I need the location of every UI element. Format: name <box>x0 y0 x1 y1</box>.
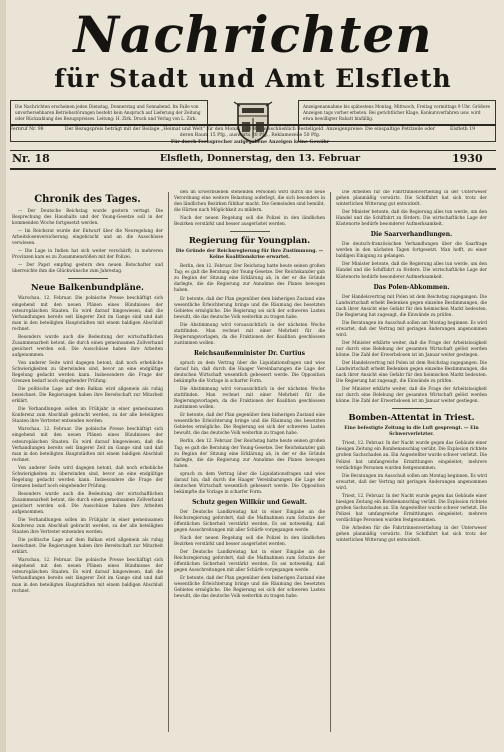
column-paragraph: Die deutsch-französischen Verhandlungen über die Saarfrage werden in den nächsten Tagen fortgesetzt. Man hofft, zu einer baldigen Einigung zu gelangen. <box>336 242 487 260</box>
masthead-subtitle: für Stadt und Amt Elsfleth <box>54 64 452 93</box>
section-divider <box>68 278 108 279</box>
publication-info-box: Die Nachrichten erscheinen jeden Dienstag, Donnerstag und Sonnabend. Im Falle von unvorhersehbaren Betriebsstörungen besteht kein Anspruch auf Lieferung der Zeitung oder Rückzahlung des Bezugspreises. Leitung: H. Zirk. Druck und Verlag von L. Zirk. <box>10 100 208 142</box>
column-paragraph: Der Deutsche Landkreistag hat in einer Eingabe an die Reichsregierung gefordert, daß die Maßnahmen zum Schutze der öffentlichen Sicherheit verstärkt werden. Es sei notwendig, daß gegen Ausschreitungen mit aller Schärfe vorgegangen werde. <box>174 550 325 574</box>
column-paragraph: Warschau, 12. Februar. Die polnische Presse beschäftigt sich eingehend mit den neuen Plänen eines Bündnisses der osteuropäischen Staaten. Es wird darauf hingewiesen, daß die Verhandlungen bereits seit längerer Zeit im Gange sind und daß man in den beteiligten Hauptstädten mit einem baldigen Abschluß rechnet. <box>12 296 163 332</box>
column-paragraph: Nach der neuen Regelung soll die Polizei in den ländlichen Bezirken verstärkt und besser ausgerüstet werden. <box>174 216 325 228</box>
price-line: Der Bezugspreis beträgt mit der Beilage „Heimat und Welt“ für den Monat 1.10 RM ausschließlich Bestellgeld. Anzeigenpreise: Die einspaltige Petitzeile oder deren Raum 15 Pfg., auswärts 20 Pfg., Reklamezeile 50 Pfg. <box>64 127 436 138</box>
binding-margin <box>0 0 6 752</box>
heading-deck: Eine befestigte Zeitung in die Luft gesprengt. — Ein Schwerverletzter. <box>344 426 479 438</box>
heading-schutz: Schutz gegen Willkür und Gewalt. <box>192 498 307 506</box>
issue-number: Nr. 18 <box>12 152 50 165</box>
column-1 <box>12 190 163 738</box>
column-paragraph: Die Abstimmung wird voraussichtlich in der nächsten Woche stattfinden. Man rechnet mit einer Mehrheit für die Regierungsvorlagen, da die Fraktionen der Koalition geschlossen zustimmen wollen. <box>174 322 325 346</box>
column-paragraph: Die politische Lage auf dem Balkan wird allgemein als ruhig bezeichnet. Die Regierungen haben ihre Bereitschaft zur Mitarbeit erklärt. <box>12 538 163 556</box>
masthead-title: Nachrichten <box>73 5 433 64</box>
heading-polen: Das Polen-Abkommen. <box>373 283 450 291</box>
column-paragraph: Die Abstimmung wird voraussichtlich in der nächsten Woche stattfinden. Man rechnet mit einer Mehrheit für die Regierungsvorlagen, da die Fraktionen der Koalition geschlossen zustimmen wollen. <box>174 387 325 411</box>
column-paragraph: Die Verhandlungen sollen im Frühjahr in einer gemeinsamen Konferenz zum Abschluß gebracht werden, zu der alle beteiligten Staaten ihre Vertreter entsenden werden. <box>12 407 163 425</box>
heading-curtius: Reichsaußenminister Dr. Curtius <box>193 349 306 357</box>
notice-line: Für durch Fernsprecher aufgegebene Anzeigen keine Gewähr <box>170 140 330 145</box>
section-divider <box>230 231 270 232</box>
column-paragraph: Triest, 12. Februar. In der Nacht wurde gegen das Gebäude einer hiesigen Zeitung ein Bombenanschlag verübt. Die Explosion richtete großen Sachschaden an. Ein Angestellter wurde schwer verletzt. Die Polizei hat umfangreiche Ermittlungen eingeleitet; mehrere verdächtige Personen wurden festgenommen. <box>336 493 487 523</box>
column-paragraph: Er betonte, daß der Plan gegenüber dem bisherigen Zustand eine wesentliche Erleichterung bringe und die Räumung des besetzten Gebietes ermögliche. Die Regierung sei sich der schweren Lasten bewußt, die das deutsche Volk weiterhin zu tragen habe. <box>174 413 325 437</box>
column-paragraph: sprach zu dem Vertrag über die Liquidationsfragen und wies darauf hin, daß durch die Haager Vereinbarungen die Lage der deutschen Wirtschaft wesentlich gebessert werde. Die Opposition bekämpfte die Vorlage in scharfer Form. <box>174 360 325 385</box>
column-paragraph: Die politische Lage auf dem Balkan wird allgemein als ruhig bezeichnet. Die Regierungen haben ihre Bereitschaft zur Mitarbeit erklärt. <box>12 387 163 405</box>
heading-triest: Bomben-Attentat in Triest. <box>348 412 475 423</box>
column-paragraph: Die Beratungen im Ausschuß sollen am Montag beginnen. Es wird erwartet, daß der Vertrag mit geringen Änderungen angenommen wird. <box>336 473 487 491</box>
column-2 <box>174 190 325 738</box>
column-paragraph: Berlin, den 12. Februar. Der Reichstag hatte heute seinen großen Tag; es galt die Beratung der Young-Gesetze. Der Reichskanzler gab zu Beginn der Sitzung eine Erklärung ab, in der er die Gründe darlegte, die die Regierung zur Annahme des Planes bewogen haben. <box>174 264 325 294</box>
header-rule <box>10 124 496 126</box>
dateline: Elsfleth, Donnerstag, den 13. Februar <box>159 153 361 164</box>
column-paragraph: Von anderer Seite wird dagegen betont, daß noch erhebliche Schwierigkeiten zu überwinden sind, bevor an eine endgültige Regelung gedacht werden kann. Insbesondere die Frage der Grenzen bedarf noch eingehender Prüfung. <box>12 360 163 385</box>
column-paragraph: Der Minister betonte, daß die Regierung alles tun werde, um den Handel und die Schiffahrt zu fördern. Die wirtschaftliche Lage der Küstenorte bedürfe besonderer Aufmerksamkeit. <box>336 262 487 280</box>
column-paragraph: Warschau, 12. Februar. Die polnische Presse beschäftigt sich eingehend mit den neuen Plänen eines Bündnisses der osteuropäischen Staaten. Es wird darauf hingewiesen, daß die Verhandlungen bereits seit längerer Zeit im Gange sind und daß man in den beteiligten Hauptstädten mit einem baldigen Abschluß rechnet. <box>12 427 163 463</box>
column-paragraph: Der Handelsvertrag mit Polen ist dem Reichstag zugegangen. Die Landwirtschaft erhebt Bedenken gegen einzelne Bestimmungen, die nach ihrer Ansicht eine Gefahr für den heimischen Markt bedeuten. Die Regierung hat zugesagt, die Einwände zu prüfen. <box>336 361 487 385</box>
column-paragraph: Triest, 12. Februar. In der Nacht wurde gegen das Gebäude einer hiesigen Zeitung ein Bombenanschlag verübt. Die Explosion richtete großen Sachschaden an. Ein Angestellter wurde schwer verletzt. Die Polizei hat umfangreiche Ermittlungen eingeleitet; mehrere verdächtige Personen wurden festgenommen. <box>336 441 487 471</box>
column-rule <box>330 192 331 732</box>
fernruf-right: Elsfleth 19 <box>450 127 476 132</box>
column-paragraph: Warschau, 12. Februar. Die polnische Presse beschäftigt sich eingehend mit den neuen Plänen eines Bündnisses der osteuropäischen Staaten. Es wird darauf hingewiesen, daß die Verhandlungen bereits seit längerer Zeit im Gange sind und daß man in den beteiligten Hauptstädten mit einem baldigen Abschluß rechnet. <box>12 558 163 594</box>
column-paragraph: Die Beratungen im Ausschuß sollen am Montag beginnen. Es wird erwartet, daß der Vertrag mit geringen Änderungen angenommen wird. <box>336 320 487 338</box>
dateline-rule-top <box>10 150 496 151</box>
column-paragraph: — Der Deutsche Reichstag wurde gestern vertagt. Die Besprechung des Haushalts und der Young-Gesetze soll in der kommenden Woche fortgesetzt werden. <box>12 209 163 227</box>
column-paragraph: Er betonte, daß der Plan gegenüber dem bisherigen Zustand eine wesentliche Erleichterung bringe und die Räumung des besetzten Gebietes ermögliche. Die Regierung sei sich der schweren Lasten bewußt, die das deutsche Volk weiterhin zu tragen habe. <box>174 576 325 600</box>
column-paragraph: Besonders wurde auch die Bedeutung der wirtschaftlichen Zusammenarbeit betont, die durch einen gemeinsamen Zollverband gesichert werden soll. Die Ausschüsse haben ihre Arbeiten aufgenommen. <box>12 491 163 516</box>
advertising-info-box: Anzeigenannahme bis spätestens Montag, Mittwoch, Freitag vormittags 9 Uhr. Größere Anzeigen tags vorher erbeten. Bei gerichtlicher Klage, Konkursverfahren usw. wird etwa bewilligter Rabatt hinfällig. <box>298 100 496 142</box>
dateline-rule-bottom <box>10 168 496 170</box>
column-paragraph: Besonders wurde auch die Bedeutung der wirtschaftlichen Zusammenarbeit betont, die durch einen gemeinsamen Zollverband gesichert werden soll. Die Ausschüsse haben ihre Arbeiten aufgenommen. <box>12 334 163 358</box>
column-rule <box>168 192 169 732</box>
heading-deck: Die Gründe der Reichsregierung für ihre Zustimmung. — Keine Koalitionskrise erwartet. <box>175 249 324 261</box>
column-paragraph: — Der Papst empfing gestern den neuen Botschafter und überreichte ihm die Glückwünsche zum Jahrestag. <box>12 263 163 275</box>
column-paragraph: — Die Lage in Indien hat sich weiter verschärft; in mehreren Provinzen kam es zu Zusammenstößen mit der Polizei. <box>12 249 163 261</box>
column-paragraph: Nach der neuen Regelung soll die Polizei in den ländlichen Bezirken verstärkt und besser ausgerüstet werden. <box>174 536 325 548</box>
heading-balkanbund: Neue Balkenbundpläne. <box>31 282 144 293</box>
column-paragraph: sprach zu dem Vertrag über die Liquidationsfragen und wies darauf hin, daß durch die Haager Vereinbarungen die Lage der deutschen Wirtschaft wesentlich gebessert werde. Die Opposition bekämpfte die Vorlage in scharfer Form. <box>174 471 325 495</box>
column-paragraph: Die Verhandlungen sollen im Frühjahr in einer gemeinsamen Konferenz zum Abschluß gebracht werden, zu der alle beteiligten Staaten ihre Vertreter entsenden werden. <box>12 518 163 536</box>
column-paragraph: Der Minister erklärte weiter, daß die Frage der Arbeitslosigkeit nur durch eine Belebung der gesamten Wirtschaft gelöst werden könne. Die Zahl der Erwerbslosen ist im Januar weiter gestiegen. <box>336 340 487 358</box>
column-paragraph: den im Erwerbsleben stehenden Personen wird durch die neue Verordnung eine weitere Belastung auferlegt, die sich besonders in den ländlichen Bezirken fühlbar macht. Die Gemeinden sind bemüht, die Härten nach Möglichkeit zu mildern. <box>174 190 325 214</box>
column-3 <box>336 190 487 738</box>
column-paragraph: Von anderer Seite wird dagegen betont, daß noch erhebliche Schwierigkeiten zu überwinden sind, bevor an eine endgültige Regelung gedacht werden kann. Insbesondere die Frage der Grenzen bedarf noch eingehender Prüfung. <box>12 465 163 489</box>
heading-youngplan: Regierung für Youngplan. <box>188 235 311 246</box>
column-paragraph: Die Arbeiten für die Fahrtrinnenvertiefung in der Unterweser gehen planmäßig vorwärts. Die Schiffahrt hat sich trotz der winterlichen Witterung gut entwickelt. <box>336 525 487 544</box>
issue-year: 1930 <box>452 152 483 165</box>
fernruf-left: Fernruf Nr. 98 <box>10 127 44 132</box>
column-paragraph: Der Minister erklärte weiter, daß die Frage der Arbeitslosigkeit nur durch eine Belebung der gesamten Wirtschaft gelöst werden könne. Die Zahl der Erwerbslosen ist im Januar weiter gestiegen. <box>336 387 487 405</box>
section-divider <box>392 408 432 409</box>
column-paragraph: Die Arbeiten für die Fahrtrinnenvertiefung in der Unterweser gehen planmäßig vorwärts. Die Schiffahrt hat sich trotz der winterlichen Witterung gut entwickelt. <box>336 190 487 208</box>
column-paragraph: Der Handelsvertrag mit Polen ist dem Reichstag zugegangen. Die Landwirtschaft erhebt Bedenken gegen einzelne Bestimmungen, die nach ihrer Ansicht eine Gefahr für den heimischen Markt bedeuten. Die Regierung hat zugesagt, die Einwände zu prüfen. <box>336 294 487 318</box>
column-paragraph: Er betonte, daß der Plan gegenüber dem bisherigen Zustand eine wesentliche Erleichterung bringe und die Räumung des besetzten Gebietes ermögliche. Die Regierung sei sich der schweren Lasten bewußt, die das deutsche Volk weiterhin zu tragen habe. <box>174 296 325 320</box>
column-paragraph: — Im Reichsrat wurde der Entwurf über die Neuregelung der Arbeitslosenversicherung eingebracht und an die Ausschüsse verwiesen. <box>12 229 163 247</box>
column-paragraph: Berlin, den 12. Februar. Der Reichstag hatte heute seinen großen Tag; es galt die Beratung der Young-Gesetze. Der Reichskanzler gab zu Beginn der Sitzung eine Erklärung ab, in der er die Gründe darlegte, die die Regierung zur Annahme des Planes bewogen haben. <box>174 439 325 469</box>
heading-saar: Die Saarverhandlungen. <box>370 231 453 239</box>
heading-chronik: Chronik des Tages. <box>34 194 141 205</box>
column-paragraph: Der Minister betonte, daß die Regierung alles tun werde, um den Handel und die Schiffahrt zu fördern. Die wirtschaftliche Lage der Küstenorte bedürfe besonderer Aufmerksamkeit. <box>336 210 487 228</box>
column-paragraph: Der Deutsche Landkreistag hat in einer Eingabe an die Reichsregierung gefordert, daß die Maßnahmen zum Schutze der öffentlichen Sicherheit verstärkt werden. Es sei notwendig, daß gegen Ausschreitungen mit aller Schärfe vorgegangen werde. <box>174 509 325 534</box>
